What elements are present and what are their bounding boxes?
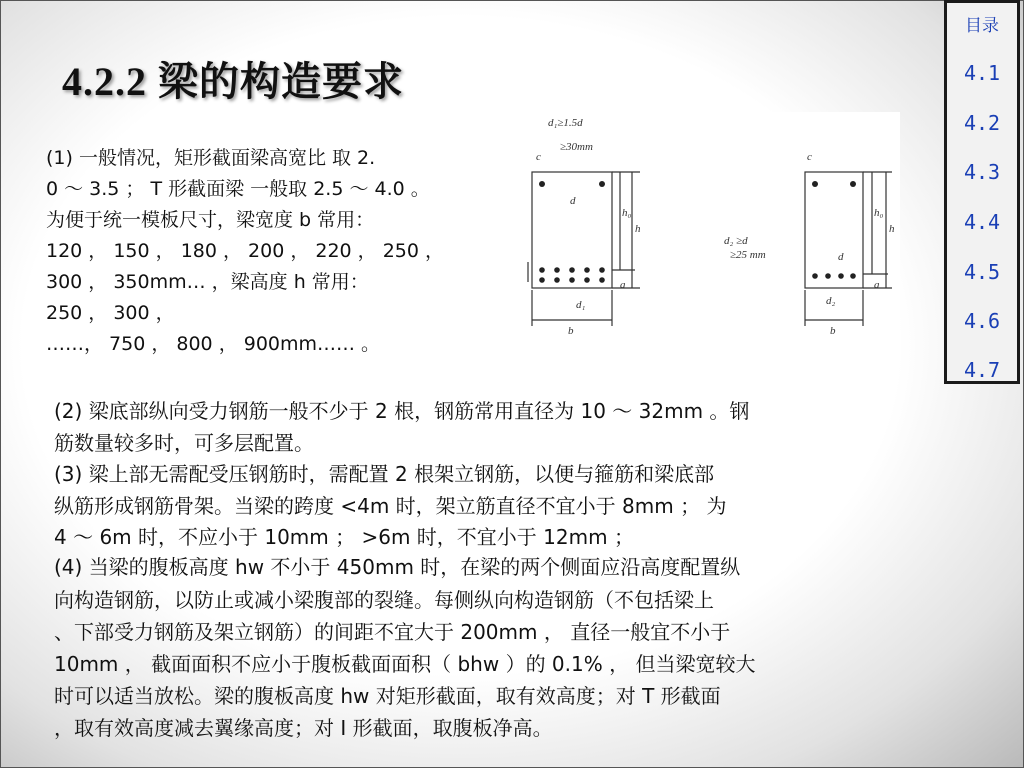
para4-line-5: 时可以适当放松。梁的腹板高度 hw 对矩形截面，取有效高度；对 T 形截面 xyxy=(54,684,721,708)
left-note-2: ≥30mm xyxy=(560,141,593,153)
beam-section-svg xyxy=(500,112,900,334)
nav-link-4-6[interactable]: 4.6 xyxy=(963,309,1001,333)
label-c-right: c xyxy=(807,151,812,163)
label-b-right: b xyxy=(830,325,836,334)
label-d1-left: d₁ xyxy=(576,299,586,311)
label-a-right: a xyxy=(874,279,880,291)
para3-line-1: (3) 梁上部无需配受压钢筋时，需配置 2 根架立钢筋，以便与箍筋和梁底部 xyxy=(54,462,715,486)
right-note-2: ≥25 mm xyxy=(730,249,766,261)
para2-line-1: (2) 梁底部纵向受力钢筋一般不少于 2 根，钢筋常用直径为 10 ～ 32mm 。钢 xyxy=(54,399,750,423)
para3-line-3: 4 ～ 6m 时，不应小于 10mm ； >6m 时，不宜小于 12mm ； xyxy=(54,525,634,549)
nav-link-4-7[interactable]: 4.7 xyxy=(963,358,1001,382)
nav-link-4-2[interactable]: 4.2 xyxy=(963,111,1001,135)
label-h0-right: h₀ xyxy=(874,207,884,219)
nav-link-4-3[interactable]: 4.3 xyxy=(963,160,1001,184)
label-d-right: d xyxy=(838,251,844,263)
nav-toc-link[interactable]: 目录 xyxy=(965,16,999,36)
para2-line-2: 筋数量较多时，可多层配置。 xyxy=(54,431,314,455)
beam-section-diagram xyxy=(500,112,900,334)
left-note-1: d₁≥1.5d xyxy=(548,117,583,129)
para4-line-6: ，取有效高度减去翼缘高度；对 I 形截面，取腹板净高。 xyxy=(54,716,553,740)
para3-line-2: 纵筋形成钢筋骨架。当梁的跨度 <4m 时，架立筋直径不宜小于 8mm ； 为 xyxy=(54,494,727,518)
label-d2-right: d₂ xyxy=(826,295,836,307)
para1-line-1: (1) 一般情况，矩形截面梁高宽比 取 2. xyxy=(46,147,376,169)
label-b-left: b xyxy=(568,325,574,334)
para1-line-7: ……， 750 ， 800 ， 900mm…… 。 xyxy=(46,333,381,355)
para4-line-4: 10mm ， 截面面积不应小于腹板截面面积（ bhw ）的 0.1% ， 但当梁宽较大 xyxy=(54,652,756,676)
para1-line-2: 0 ～ 3.5 ； T 形截面梁 一般取 2.5 ～ 4.0 。 xyxy=(46,178,430,200)
label-h0-left: h₀ xyxy=(622,207,632,219)
label-c-left: c xyxy=(536,151,541,163)
para1-line-5: 300 ， 350mm… ，梁高度 h 常用： xyxy=(46,271,369,293)
para1-line-3: 为便于统一模板尺寸，梁宽度 b 常用： xyxy=(46,209,375,231)
nav-link-4-4[interactable]: 4.4 xyxy=(963,210,1001,234)
right-beam-outline xyxy=(805,172,863,288)
right-note-1: d₂ ≥d xyxy=(724,235,748,247)
para1-line-4: 120 ， 150 ， 180 ， 200 ， 220 ， 250 ， xyxy=(46,240,445,262)
label-a-left: a xyxy=(620,279,626,291)
nav-link-4-5[interactable]: 4.5 xyxy=(963,260,1001,284)
label-h-right: h xyxy=(889,223,895,235)
slide-title: 4.2.2 梁的构造要求 xyxy=(62,59,404,104)
toc-nav-panel xyxy=(944,0,1020,384)
para4-line-3: 、下部受力钢筋及架立钢筋）的间距不宜大于 200mm ， 直径一般宜不小于 xyxy=(54,620,731,644)
para4-line-1: (4) 当梁的腹板高度 hw 不小于 450mm 时，在梁的两个侧面应沿高度配置纵 xyxy=(54,555,741,579)
para4-line-2: 向构造钢筋，以防止或减小梁腹部的裂缝。每侧纵向构造钢筋（不包括梁上 xyxy=(54,588,714,612)
nav-link-4-1[interactable]: 4.1 xyxy=(963,61,1001,85)
label-h-left: h xyxy=(635,223,641,235)
para1-line-6: 250 ， 300 ， xyxy=(46,302,175,324)
label-d-left: d xyxy=(570,195,576,207)
